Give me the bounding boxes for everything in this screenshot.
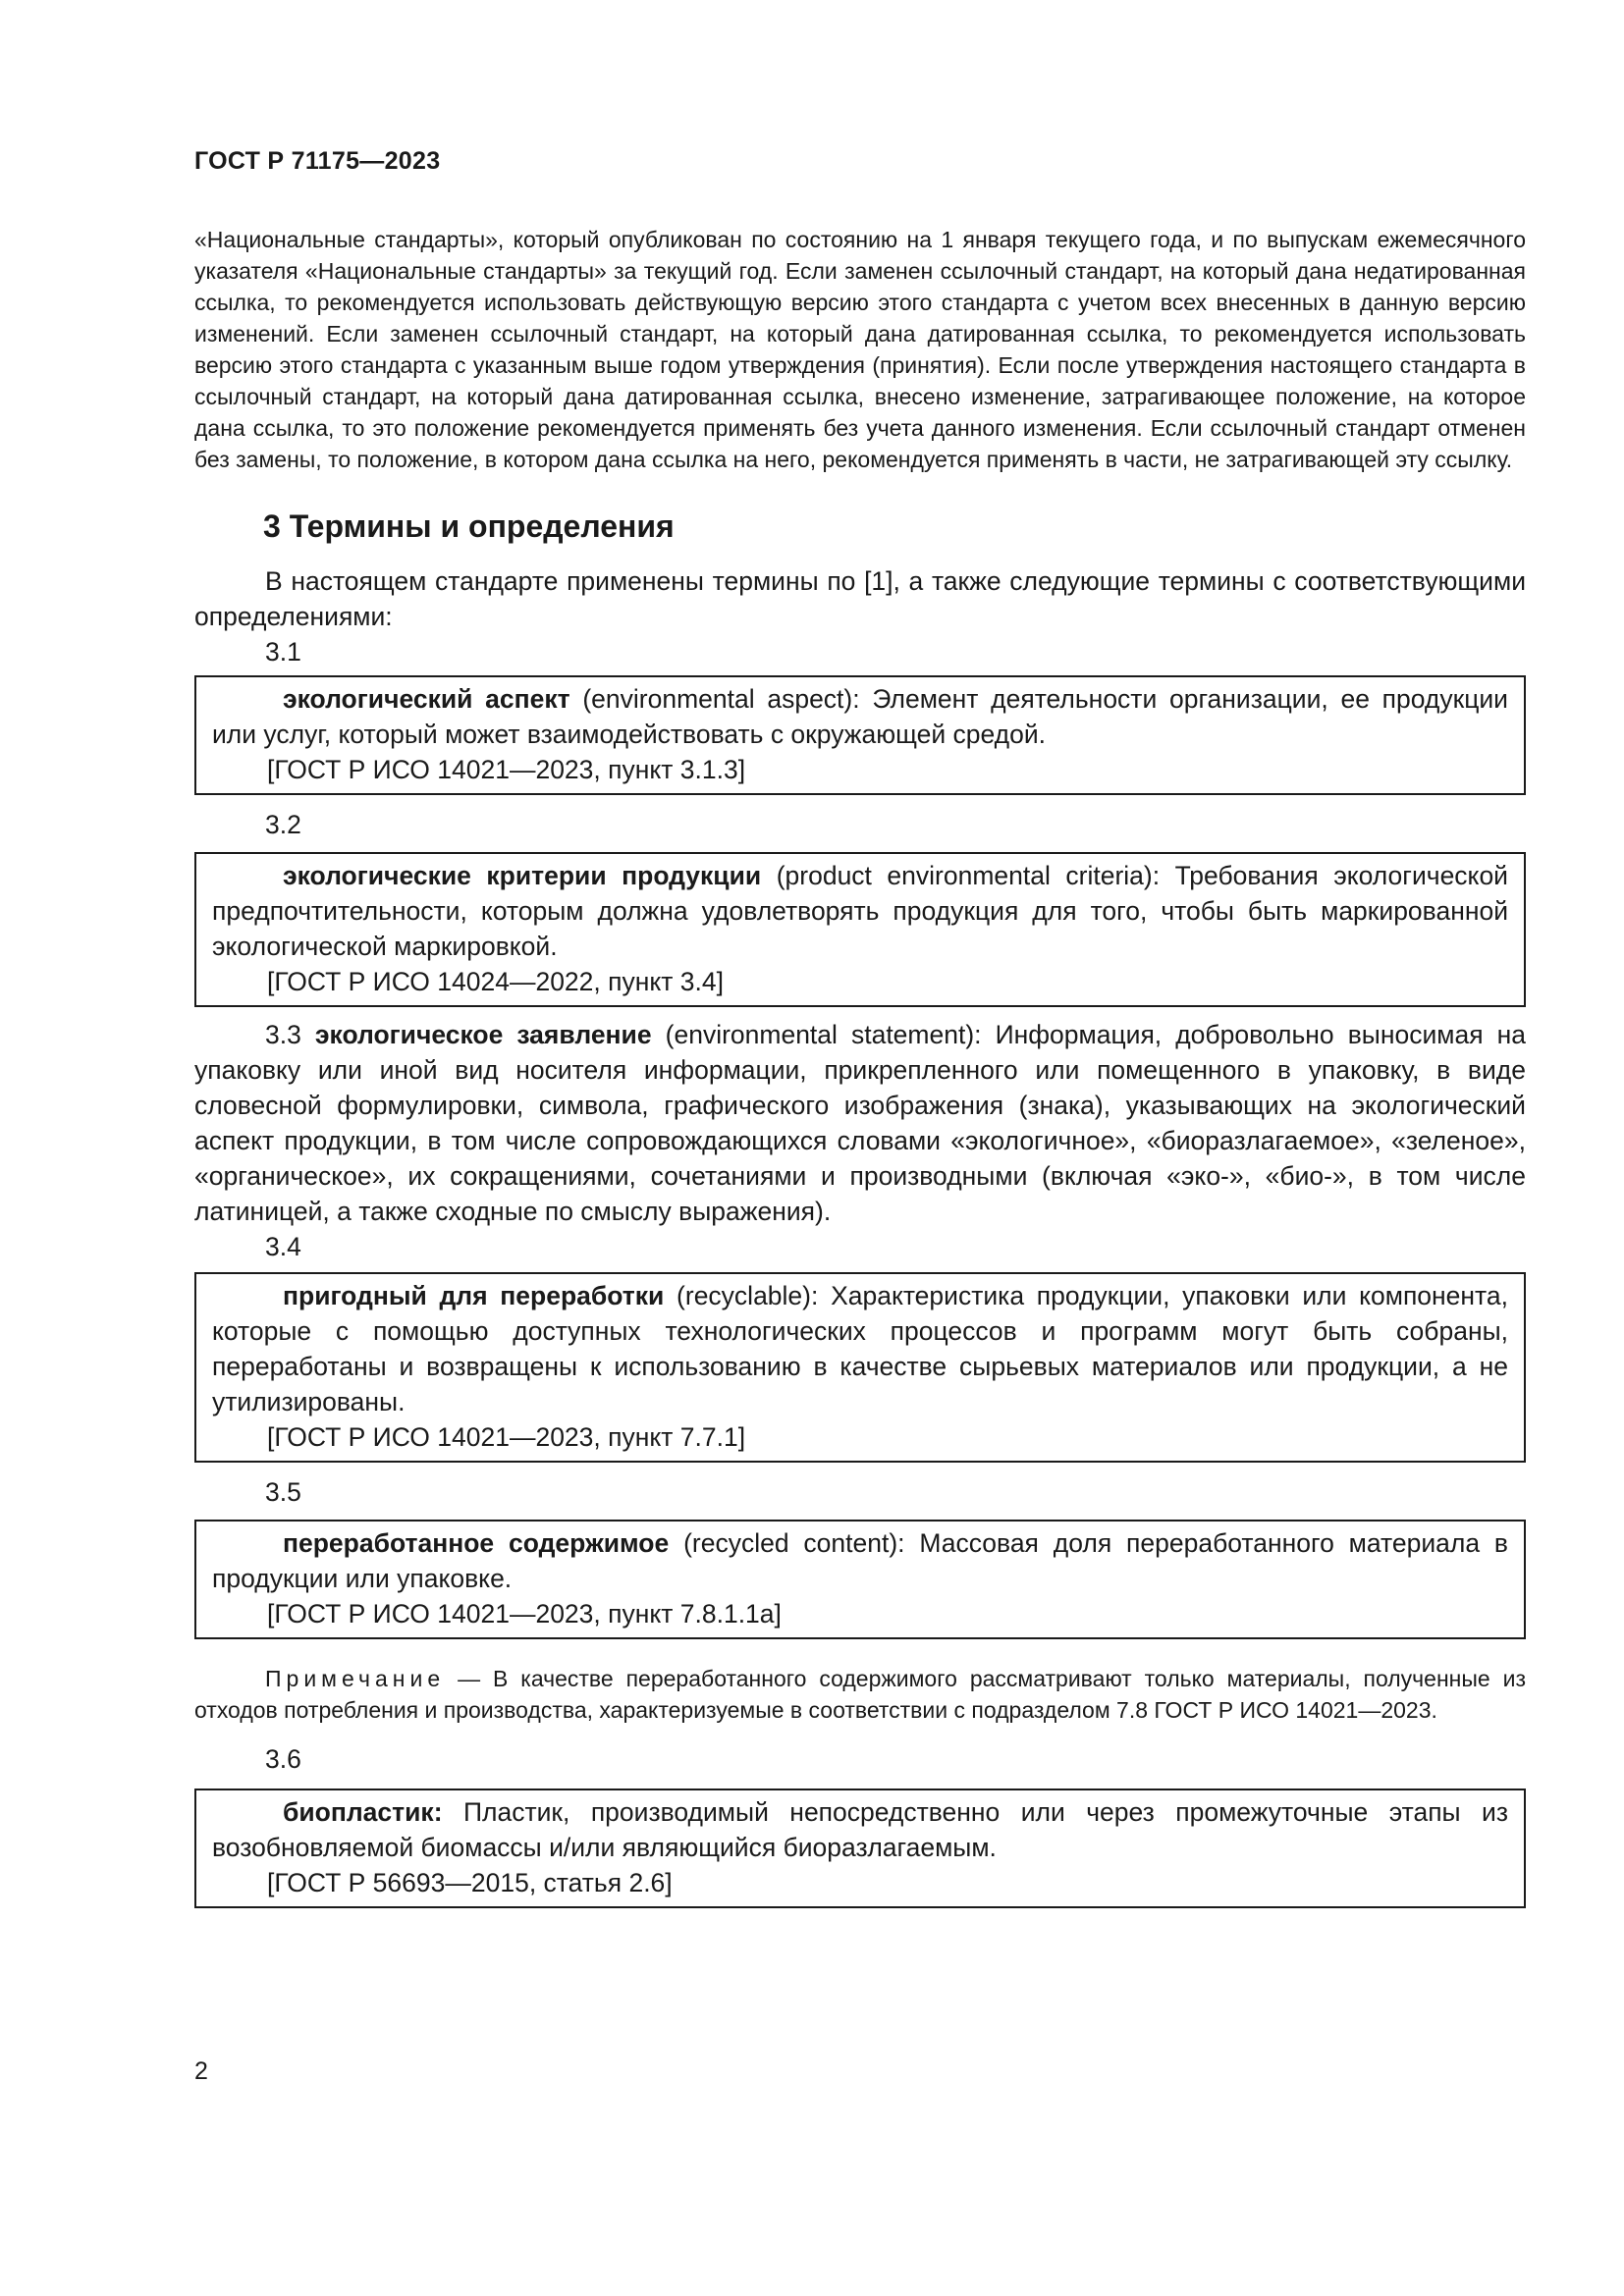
term-source: [ГОСТ Р 56693—2015, статья 2.6] xyxy=(267,1868,673,1897)
term-box xyxy=(194,675,1526,795)
term-box xyxy=(194,852,1526,1007)
term-english: (product environmental criteria): xyxy=(761,861,1175,890)
note-label: Примечание xyxy=(265,1666,446,1691)
term-name: пригодный для переработки xyxy=(283,1281,665,1310)
term-name: биопластик: xyxy=(283,1797,443,1827)
term-number: 3.4 xyxy=(265,1232,301,1261)
term-box xyxy=(194,1272,1526,1463)
page-number: 2 xyxy=(194,2057,208,2085)
term-definition xyxy=(212,858,1508,964)
term-number: 3.5 xyxy=(265,1477,301,1507)
term-english: (environmental aspect): xyxy=(569,684,873,714)
page-content xyxy=(194,224,1526,1908)
term-box xyxy=(194,1520,1526,1639)
term-number: 3.6 xyxy=(265,1744,301,1774)
term-name: экологический аспект xyxy=(283,684,570,714)
document-header: ГОСТ Р 71175—2023 xyxy=(194,147,441,175)
section-heading: 3 Термины и определения xyxy=(263,508,675,544)
term-source: [ГОСТ Р ИСО 14021—2023, пункт 3.1.3] xyxy=(267,755,746,784)
term-english: (environmental statement): xyxy=(651,1020,996,1049)
note xyxy=(194,1663,1526,1726)
term-number: 3.2 xyxy=(265,810,301,839)
section-intro: В настоящем стандарте применены термины по [1], а также следующие термины с соответствующими определениями: xyxy=(194,566,1526,631)
term-text: Характеристика продукции, упаковки или компонента, которые с помощью доступных технологических процессов и программ могут быть собраны, переработаны и возвращены к использованию в качестве сырьевых материалов или продукции, а не утилизированы. xyxy=(212,1281,1508,1416)
term-number: 3.1 xyxy=(265,637,301,667)
term-number: 3.3 xyxy=(265,1020,301,1049)
note-text: — В качестве переработанного содержимого рассматривают только материалы, полученные из отходов потребления и производства, характеризуемые в соответствии с подразделом 7.8 ГОСТ Р ИСО 14021—2023. xyxy=(194,1666,1526,1723)
term-name: экологическое заявление xyxy=(314,1020,652,1049)
term-box xyxy=(194,1789,1526,1908)
term-text: Массовая доля переработанного материала в продукции или упаковке. xyxy=(212,1528,1509,1593)
term-source: [ГОСТ Р ИСО 14021—2023, пункт 7.8.1.1а] xyxy=(267,1599,782,1629)
term-english: (recycled content): xyxy=(669,1528,920,1558)
term-source: [ГОСТ Р ИСО 14024—2022, пункт 3.4] xyxy=(267,967,724,996)
term-text: Информация, добровольно выносимая на упаковку или иной вид носителя информации, прикрепленного или помещенного в упаковку, в виде словесной формулировки, символа, графического изображения (знака), указывающих на экологический аспект продукции, в том числе сопровождающихся словами «экологичное», «биоразлагаемое», «зеленое», «органическое», их сокращениями, сочетаниями и производными (включая «эко-», «био-», в том числе латиницей, а также сходные по смыслу выражения). xyxy=(194,1020,1526,1226)
term-name: экологические критерии продукции xyxy=(283,861,762,890)
term-english xyxy=(443,1797,463,1827)
term-definition xyxy=(194,1017,1526,1229)
term-definition xyxy=(212,681,1508,752)
term-text: Требования экологической предпочтительности, которым должна удовлетворять продукция для того, чтобы быть маркированной экологической маркировкой. xyxy=(212,861,1508,961)
term-definition xyxy=(212,1278,1508,1419)
term-english: (recyclable): xyxy=(664,1281,832,1310)
term-text: Пластик, производимый непосредственно или через промежуточные этапы из возобновляемой биомассы и/или являющийся биоразлагаемым. xyxy=(212,1797,1508,1862)
term-source: [ГОСТ Р ИСО 14021—2023, пункт 7.7.1] xyxy=(267,1422,746,1452)
intro-paragraph: «Национальные стандарты», который опубликован по состоянию на 1 января текущего года, и по выпускам ежемесячного указателя «Национальные стандарты» за текущий год. Если заменен ссылочный стандарт, на который дана недатированная ссылка, то рекомендуется использовать действующую версию этого стандарта с учетом всех внесенных в данную версию изменений. Если заменен ссылочный стандарт, на который дана датированная ссылка, то рекомендуется использовать версию этого стандарта с указанным выше годом утверждения (принятия). Если после утверждения настоящего стандарта в ссылочный стандарт, на который дана датированная ссылка, внесено изменение, затрагивающее положение, на которое дана ссылка, то это положение рекомендуется применять без учета данного изменения. Если ссылочный стандарт отменен без замены, то положение, в котором дана ссылка на него, рекомендуется применять в части, не затрагивающей эту ссылку. xyxy=(194,227,1526,472)
term-text: Элемент деятельности организации, ее продукции или услуг, который может взаимодействовать с окружающей средой. xyxy=(212,684,1508,749)
term-definition xyxy=(212,1794,1508,1865)
term-name: переработанное содержимое xyxy=(283,1528,670,1558)
term-definition xyxy=(212,1525,1508,1596)
